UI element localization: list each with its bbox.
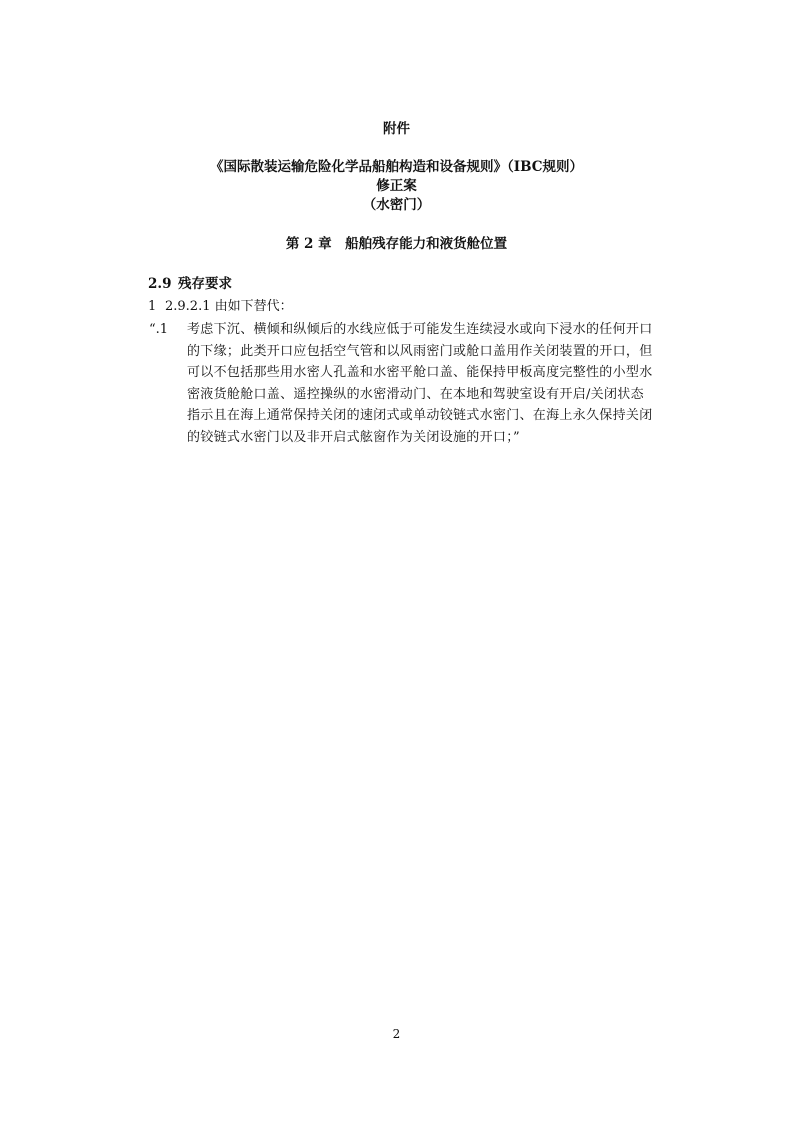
amendment-item-number: 1: [148, 299, 157, 314]
page-number: 2: [392, 1027, 401, 1041]
amendment-item: [148, 298, 293, 316]
section-heading: [148, 275, 232, 293]
document-title: 《国际散装运输危险化学品船舶构造和设备规则》（IBC规则）: [210, 159, 583, 175]
section-number: 2.9: [148, 276, 172, 292]
paragraph-line: 可以不包括那些用水密人孔盖和水密平舱口盖、能保持甲板高度完整性的小型水: [187, 365, 653, 380]
paragraph-line: 密液货舱舱口盖、遥控操纵的水密滑动门、在本地和驾驶室设有开启/关闭状态: [187, 386, 644, 402]
section-title: 残存要求: [178, 276, 232, 292]
paragraph-line: 考虑下沉、横倾和纵倾后的水线应低于可能发生连续浸水或向下浸水的任何开口: [187, 322, 653, 337]
document-subtitle: （水密门）: [362, 197, 431, 213]
amendment-item-text: 2.9.2.1 由如下替代：: [165, 299, 293, 314]
paragraph-line: 的下缘；此类开口应包括空气管和以风雨密门或舱口盖用作关闭装置的开口，但: [187, 343, 653, 359]
paragraph-body: [187, 319, 677, 448]
amendment-label: 修正案: [376, 178, 417, 194]
paragraph-prefix: “.1: [149, 322, 169, 337]
annex-label: 附件: [383, 121, 410, 137]
paragraph-line: 指示且在海上通常保持关闭的速闭式或单动铰链式水密门、在海上永久保持关闭: [187, 408, 653, 423]
chapter-heading: 第 2 章 船舶残存能力和液货舱位置: [285, 236, 508, 252]
paragraph-line: 的铰链式水密门以及非开启式舷窗作为关闭设施的开口；”: [187, 429, 520, 445]
